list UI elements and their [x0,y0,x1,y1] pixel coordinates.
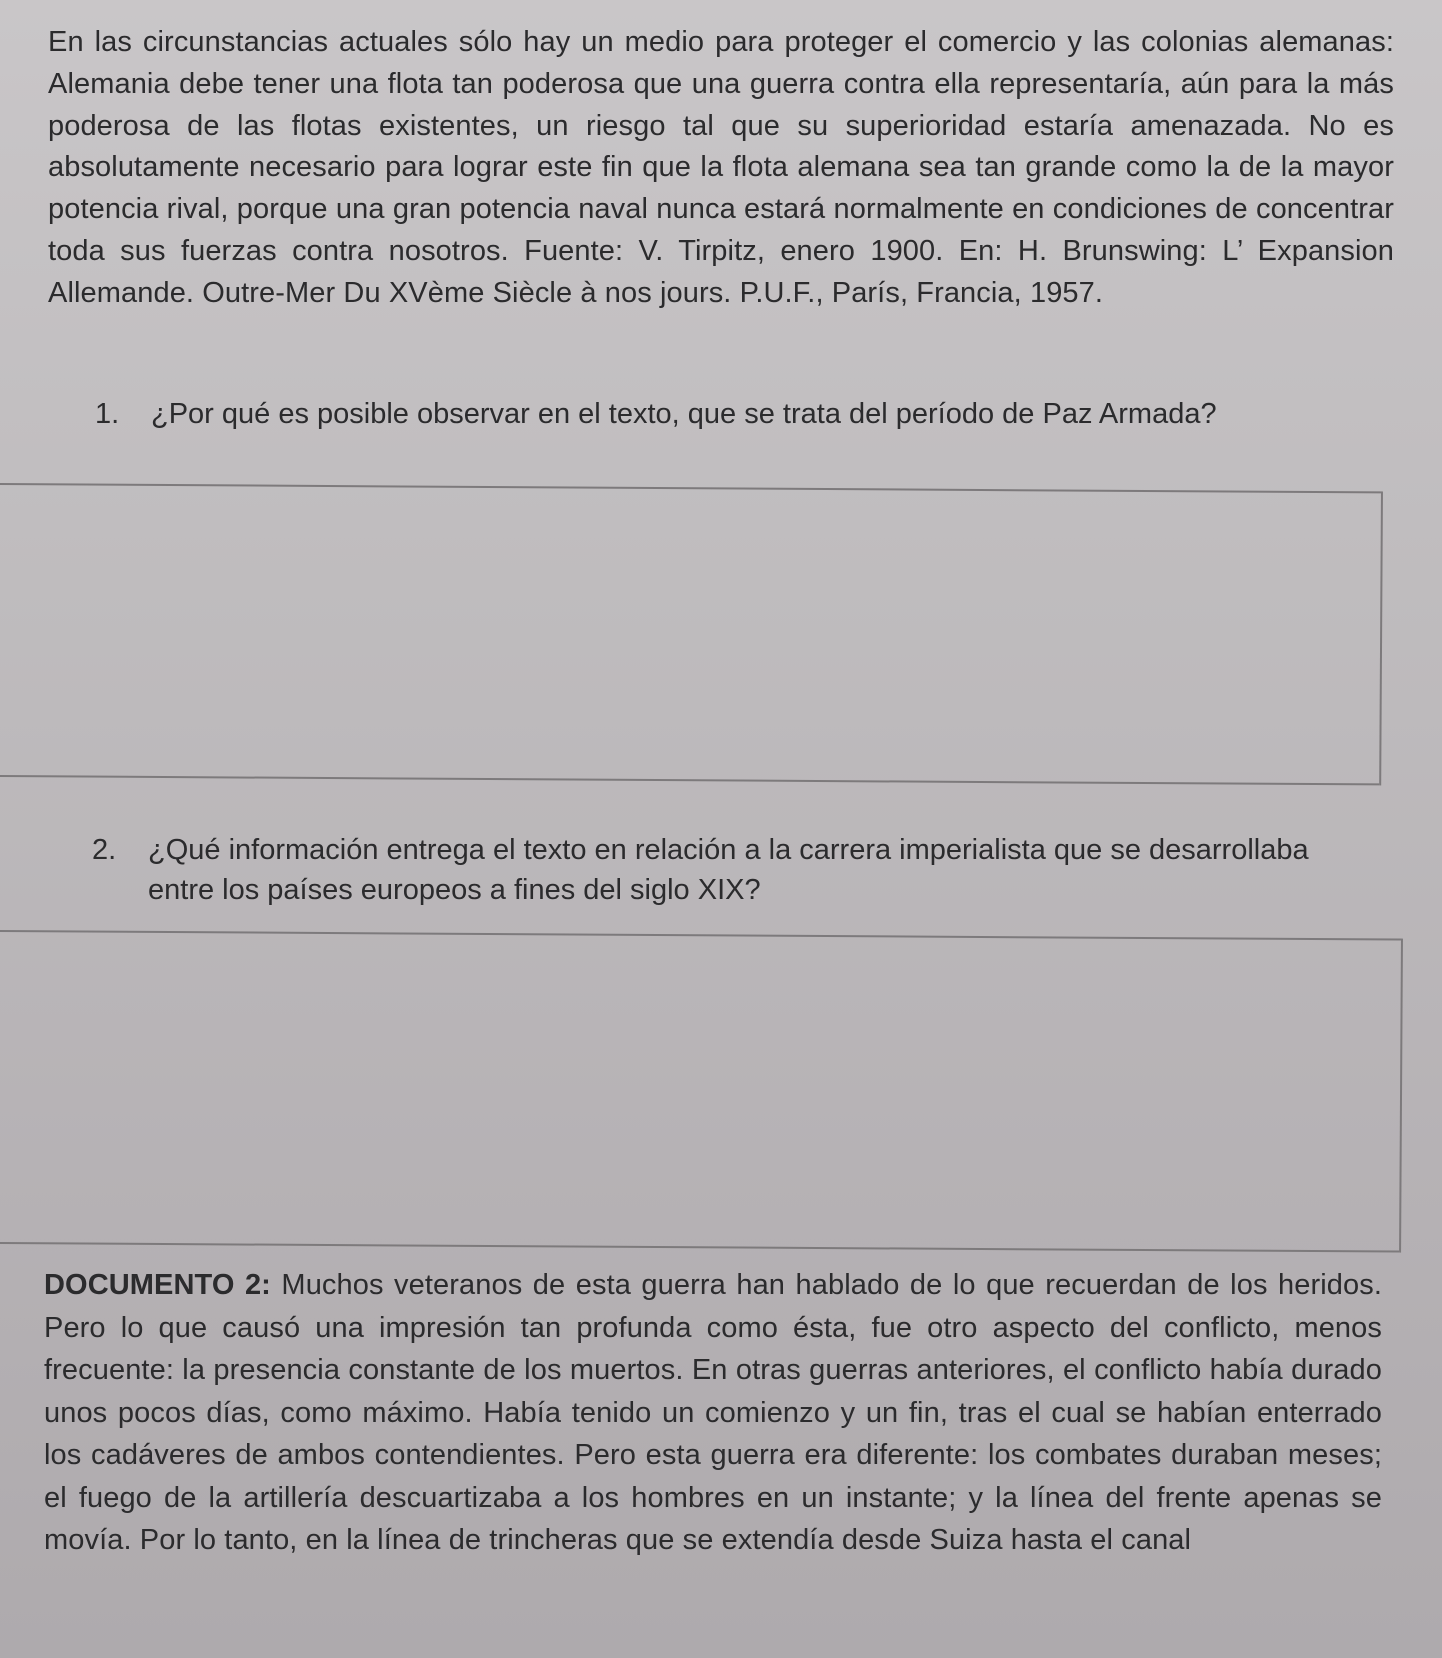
question-1 [95,394,1335,434]
document-2-label: DOCUMENTO 2: [44,1269,271,1301]
answer-box-2[interactable] [0,930,1403,1253]
question-2 [92,830,1352,910]
question-2-text: ¿Qué información entrega el texto en relación a la carrera imperialista que se desarrollaba entre los países europeos a fines del siglo XIX? [148,834,1309,906]
document-2-text: Muchos veteranos de esta guerra han hablado de lo que recuerdan de los heridos. Pero lo que causó una impresión tan profunda como ésta, fue otro aspecto del conflicto, menos frecuente: la presencia constante de los muertos. En otras guerras anteriores, el conflicto había durado unos pocos días, como máximo. Había tenido un comienzo y un fin, tras el cual se habían enterrado los cadáveres de ambos contendientes. Pero esta guerra era diferente: los combates duraban meses; el fuego de la artillería descuartizaba a los hombres en un instante; y la línea del frente apenas se movía. Por lo tanto, en la línea de trincheras que se extendía desde Suiza hasta el canal [44,1269,1382,1556]
answer-box-1-top-line [0,483,1381,493]
question-1-text: ¿Por qué es posible observar en el texto, que se trata del período de Paz Armada? [151,398,1217,430]
question-2-number: 2. [92,834,117,866]
source-text-paragraph: En las circunstancias actuales sólo hay un medio para proteger el comercio y las colonias alemanas: Alemania debe tener una flota tan poderosa que una guerra contra ella representaría, aún para la más poderosa de las flotas existentes, un riesgo tal que su superioridad estaría amenazada. No es absolutamente necesario para lograr este fin que la flota alemana sea tan grande como la de la mayor potencia rival, porque una gran potencia naval nunca estará normalmente en condiciones de concentrar toda sus fuerzas contra nosotros. Fuente: V. Tirpitz, enero 1900. En: H. Brunswing: L’ Expansion Allemande. Outre-Mer Du XVème Siècle à nos jours. P.U.F., París, Francia, 1957. [48,26,1394,309]
document-2-paragraph [44,1264,1382,1562]
question-1-number: 1. [95,398,120,430]
answer-box-2-top-line [0,930,1401,941]
answer-box-1-bottom-line [0,775,1379,785]
answer-box-2-bottom-line [0,1242,1399,1253]
answer-box-1[interactable] [0,483,1383,785]
